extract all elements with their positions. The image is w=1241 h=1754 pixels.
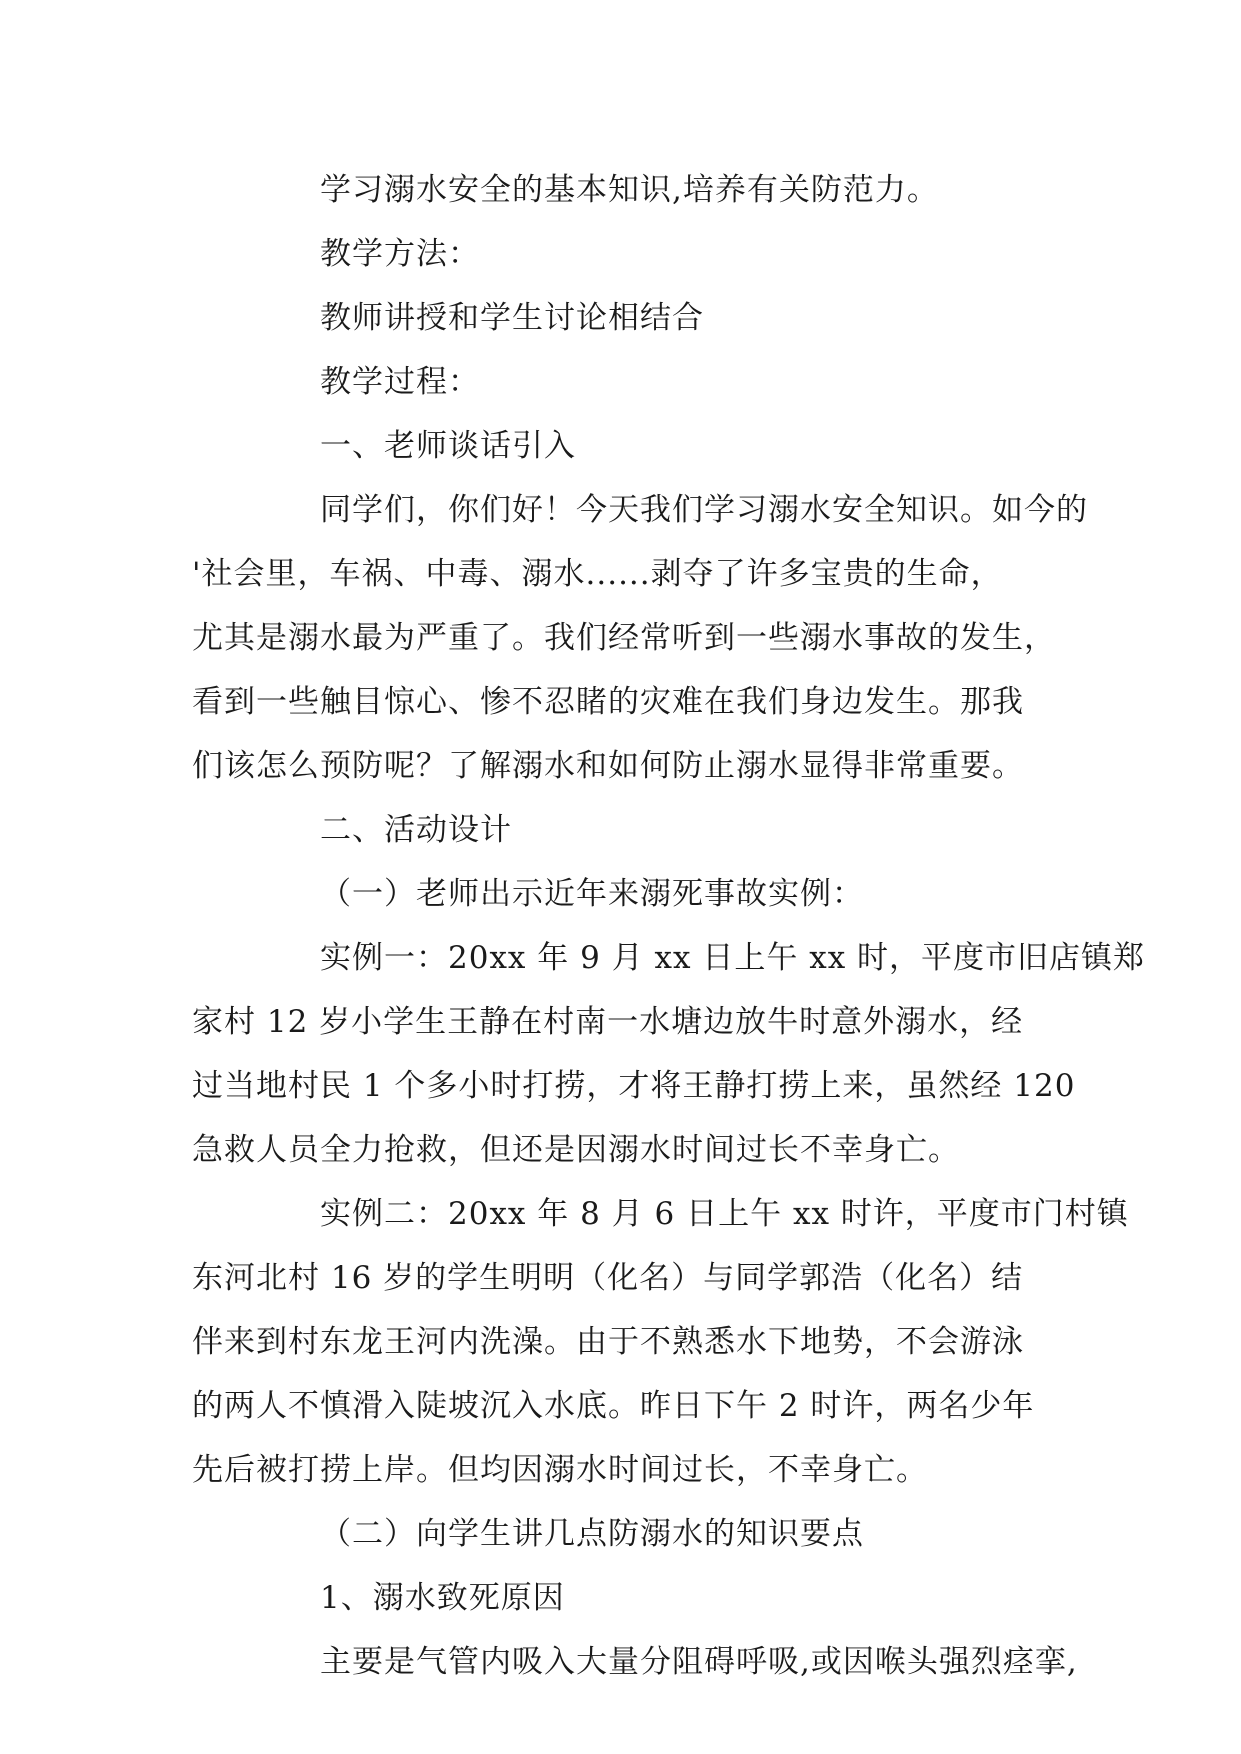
paragraph bbox=[192, 350, 1052, 414]
paragraph bbox=[192, 158, 1052, 222]
text-line: 东河北村 16 岁的学生明明（化名）与同学郭浩（化名）结 bbox=[192, 1260, 1024, 1296]
text-line: 教师讲授和学生讨论相结合 bbox=[320, 300, 704, 336]
text-line: 的两人不慎滑入陡坡沉入水底。昨日下午 2 时许，两名少年 bbox=[192, 1388, 1035, 1424]
paragraph bbox=[192, 1566, 1052, 1630]
paragraph bbox=[192, 222, 1052, 286]
text-line: 学习溺水安全的基本知识,培养有关防范力。 bbox=[320, 172, 939, 208]
text-line: 们该怎么预防呢？了解溺水和如何防止溺水显得非常重要。 bbox=[192, 748, 1024, 784]
text-line: 同学们，你们好！今天我们学习溺水安全知识。如今的 bbox=[320, 492, 1088, 528]
paragraph bbox=[192, 1630, 1078, 1694]
paragraph bbox=[192, 1182, 1129, 1502]
text-line: 二、活动设计 bbox=[320, 812, 512, 848]
text-line: 看到一些触目惊心、惨不忍睹的灾难在我们身边发生。那我 bbox=[192, 684, 1024, 720]
paragraph bbox=[192, 926, 1146, 1182]
text-line: 教学方法： bbox=[320, 236, 480, 272]
paragraph bbox=[192, 1502, 1052, 1566]
text-line: 1、溺水致死原因 bbox=[320, 1580, 565, 1616]
text-line: 尤其是溺水最为严重了。我们经常听到一些溺水事故的发生， bbox=[192, 620, 1056, 656]
text-line: 实例一：20xx 年 9 月 xx 日上午 xx 时，平度市旧店镇郑 bbox=[320, 940, 1146, 976]
text-line: 先后被打捞上岸。但均因溺水时间过长，不幸身亡。 bbox=[192, 1452, 928, 1488]
text-line: （一）老师出示近年来溺死事故实例： bbox=[320, 876, 864, 912]
paragraph bbox=[192, 862, 1052, 926]
text-line: 急救人员全力抢救，但还是因溺水时间过长不幸身亡。 bbox=[192, 1132, 960, 1168]
text-line: 实例二：20xx 年 8 月 6 日上午 xx 时许，平度市门村镇 bbox=[320, 1196, 1129, 1232]
text-line: 过当地村民 1 个多小时打捞，才将王静打捞上来，虽然经 120 bbox=[192, 1068, 1076, 1104]
text-line: （二）向学生讲几点防溺水的知识要点 bbox=[320, 1516, 864, 1552]
paragraph bbox=[192, 414, 1052, 478]
text-line: '社会里，车祸、中毒、溺水......剥夺了许多宝贵的生命， bbox=[192, 556, 1003, 592]
text-line: 主要是气管内吸入大量分阻碍呼吸,或因喉头强烈痉挛, bbox=[320, 1644, 1078, 1680]
paragraph bbox=[192, 798, 1052, 862]
paragraph bbox=[192, 478, 1088, 798]
text-line: 一、老师谈话引入 bbox=[320, 428, 576, 464]
text-line: 教学过程： bbox=[320, 364, 480, 400]
text-line: 伴来到村东龙王河内洗澡。由于不熟悉水下地势，不会游泳 bbox=[192, 1324, 1024, 1360]
text-line: 家村 12 岁小学生王静在村南一水塘边放牛时意外溺水，经 bbox=[192, 1004, 1024, 1040]
paragraph bbox=[192, 286, 1052, 350]
document-body bbox=[192, 158, 1146, 1694]
